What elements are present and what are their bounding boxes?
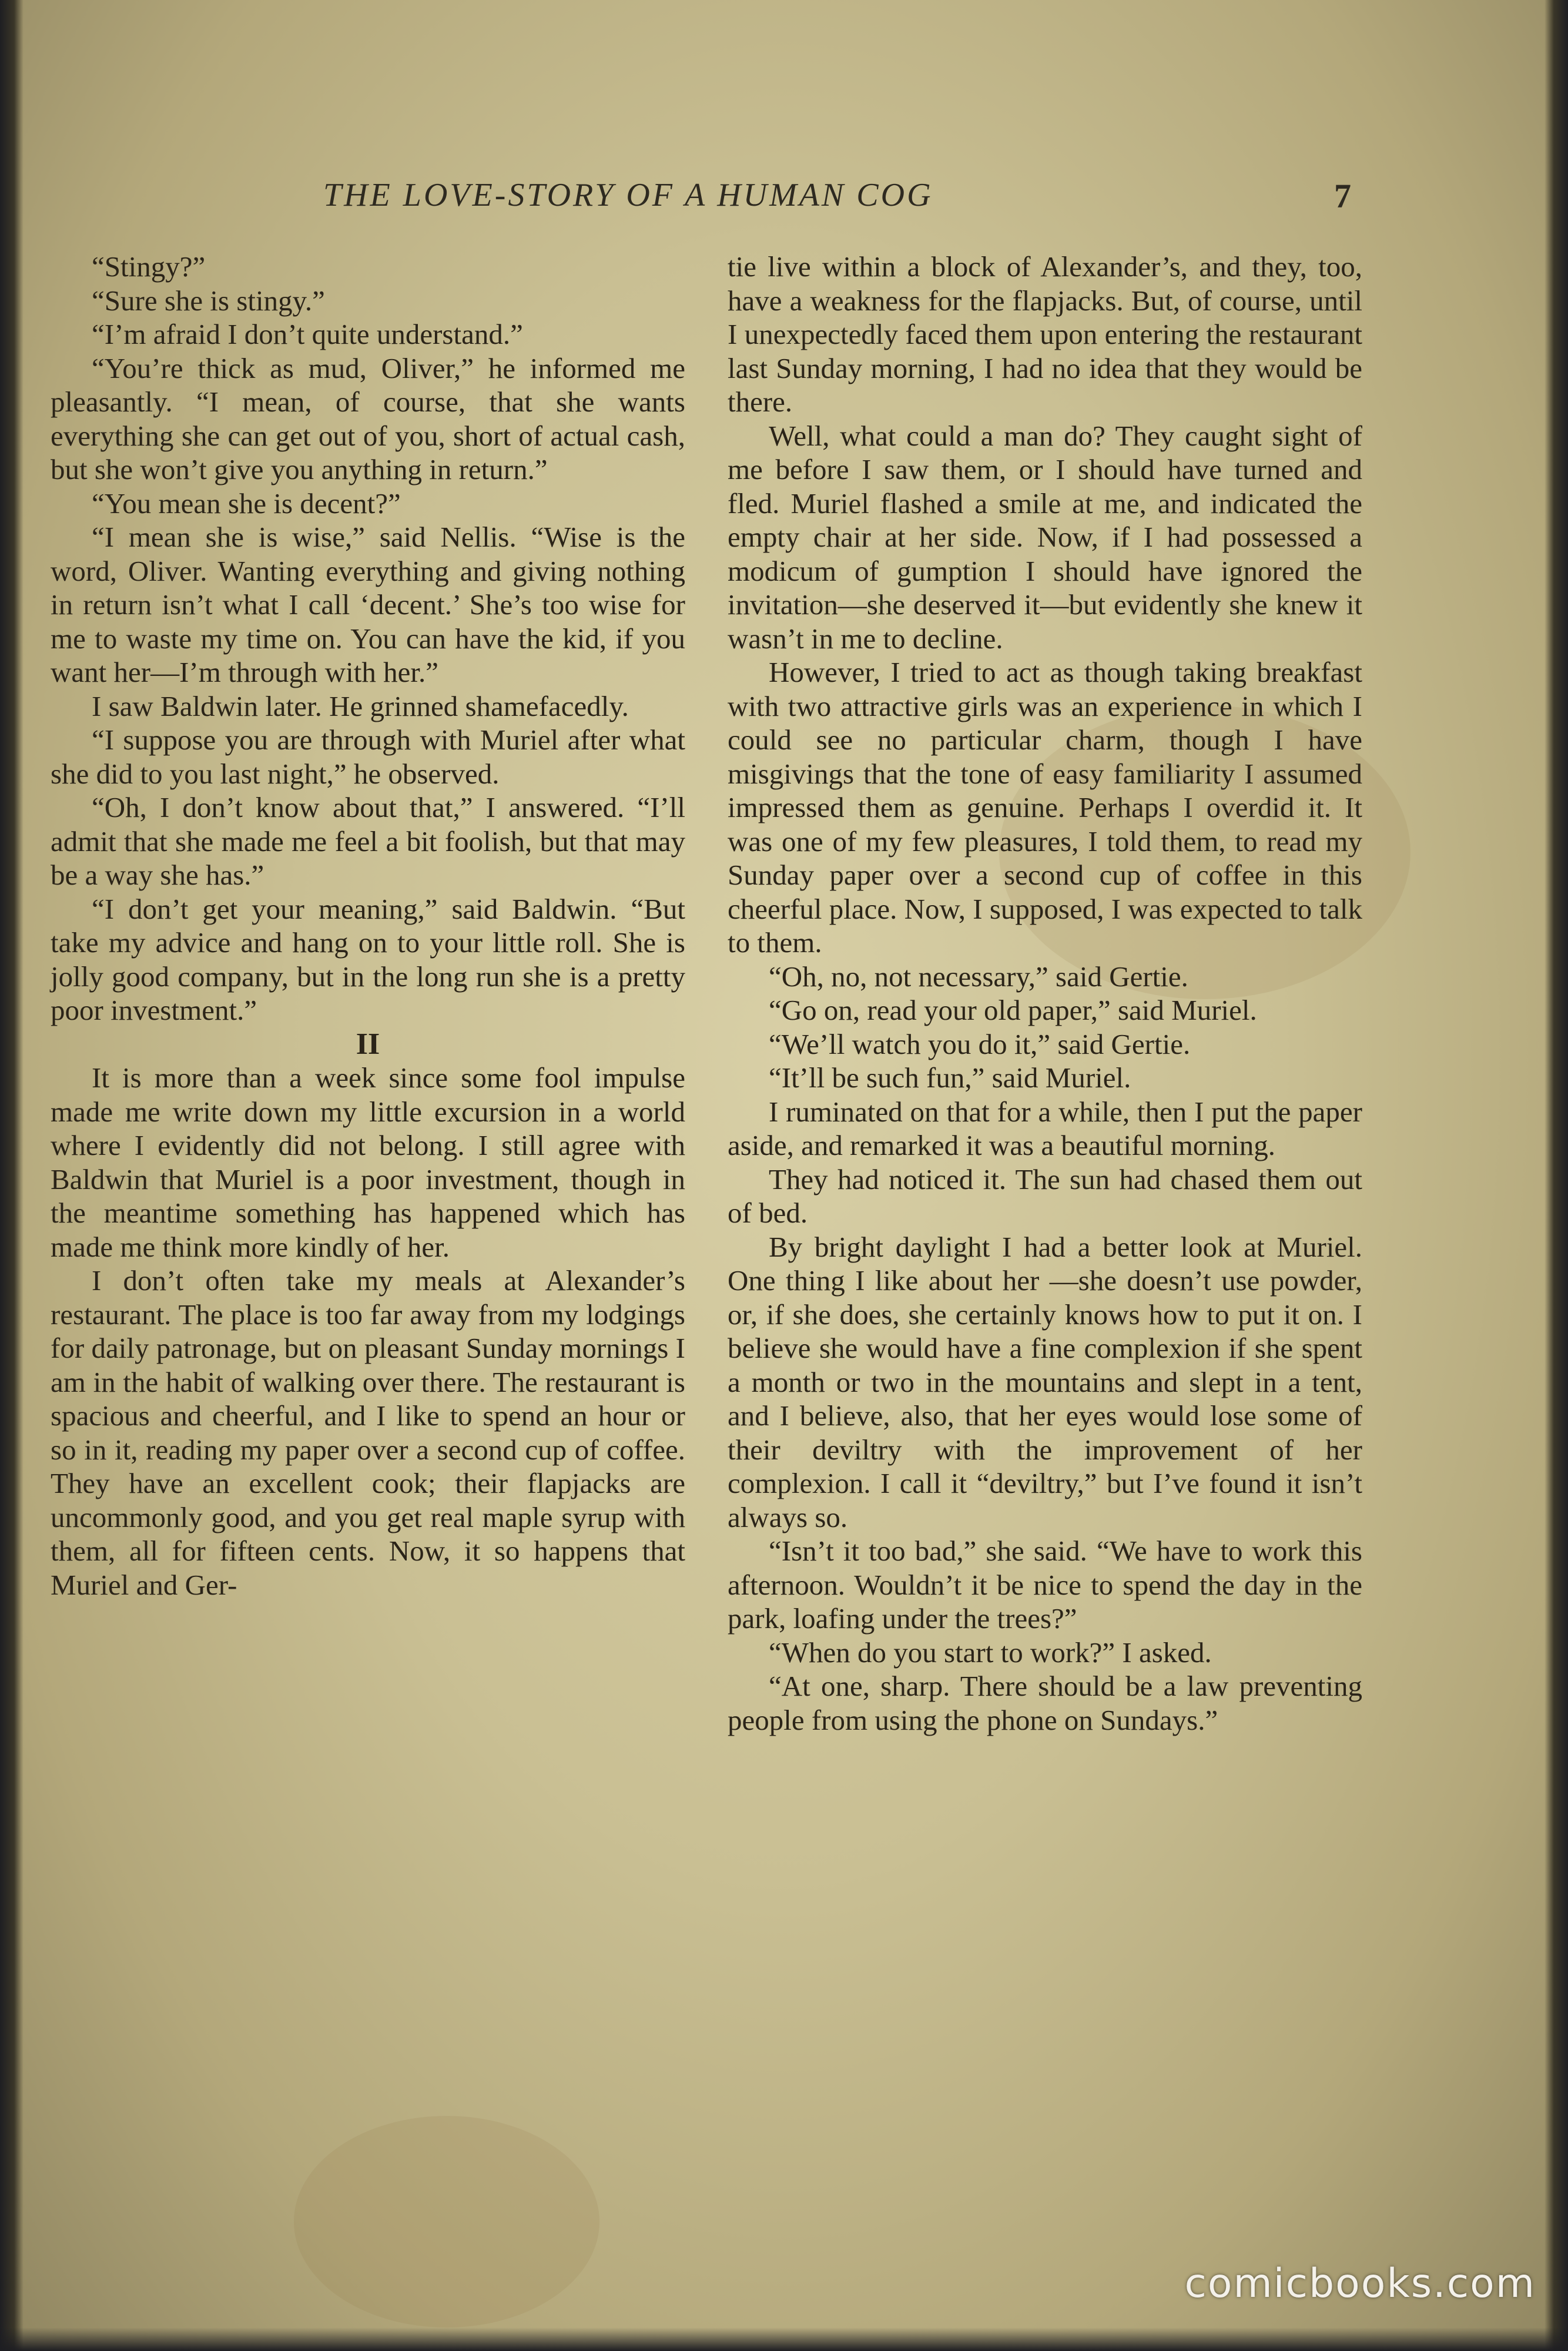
paragraph: “You mean she is decent?” xyxy=(92,487,401,520)
paragraph: “We’ll watch you do it,” said Gertie. xyxy=(769,1027,1191,1060)
paragraph: “I don’t get your meaning,” said Baldwin. “But take my advice and hang on to your little roll. She is jolly good company, but in the long run she is a pretty poor investment.” xyxy=(51,892,685,1026)
running-title: THE LOVE-STORY OF A HUMAN COG xyxy=(323,177,933,213)
paragraph: However, I tried to act as though taking breakfast with two attractive girls was an experience in which I could see no particular charm, though I have misgivings that the tone of easy familiarity I assumed impressed them as genuine. Perhaps I overdid it. It was one of my few pleasures, I told them, to read my Sunday paper over a second cup of coffee in this cheerful place. Now, I supposed, I was expected to talk to them. xyxy=(728,656,1362,959)
site-watermark: comicbooks.com xyxy=(1184,2260,1536,2307)
paragraph: They had noticed it. The sun had chased them out of bed. xyxy=(728,1163,1362,1229)
paragraph: “When do you start to work?” I asked. xyxy=(769,1636,1212,1669)
paragraph: tie live within a block of Alexander’s, and they, too, have a weakness for the flapjacks. But, of course, until I unexpectedly faced them upon entering the restaurant last Sunday morning, I had no idea that they would be there. xyxy=(728,250,1362,418)
paragraph: “I’m afraid I don’t quite understand.” xyxy=(92,318,523,350)
paragraph: By bright daylight I had a better look at Muriel. One thing I like about her —she doesn’t use powder, or, if she does, she certainly knows how to put it on. I believe she would have a fine complexion if she spent a month or two in the mountains and slept in a tent, and I believe, also, that her eyes would lose some of their deviltry with the improvement of her complexion. I call it “deviltry,” but I’ve found it isn’t always so. xyxy=(728,1230,1362,1533)
scan-edge-right xyxy=(1544,0,1568,2351)
section-heading: II xyxy=(356,1027,380,1061)
paragraph: “At one, sharp. There should be a law preventing people from using the phone on Sundays.” xyxy=(728,1670,1362,1736)
paragraph: “I suppose you are through with Muriel after what she did to you last night,” he observed. xyxy=(51,724,685,790)
left-column xyxy=(51,250,685,1602)
paragraph: “Oh, I don’t know about that,” I answered. “I’ll admit that she made me feel a bit foolish, but that may be a way she has.” xyxy=(51,791,685,891)
paragraph: “You’re thick as mud, Oliver,” he informed me pleasantly. “I mean, of course, that she wants everything she can get out of you, short of actual cash, but she won’t give you anything in return.” xyxy=(51,351,685,485)
scan-edge-bottom xyxy=(0,2327,1568,2351)
paragraph: It is more than a week since some fool impulse made me write down my little excursion in a world where I evidently did not belong. I still agree with Baldwin that Muriel is a poor investment, though in the meantime something has happened which has made me think more kindly of her. xyxy=(51,1061,685,1263)
paragraph: I don’t often take my meals at Alexander’s restaurant. The place is too far away from my lodgings for daily patronage, but on pleasant Sunday mornings I am in the habit of walking over there. The restaurant is spacious and cheerful, and I like to spend an hour or so in it, reading my paper over a second cup of coffee. They have an excellent cook; their flapjacks are uncommonly good, and you get real maple syrup with them, all for fifteen cents. Now, it so happens that Muriel and Ger- xyxy=(51,1264,685,1601)
paragraph: I saw Baldwin later. He grinned shamefacedly. xyxy=(92,689,629,722)
paragraph: “Stingy?” xyxy=(92,250,206,283)
right-column xyxy=(728,250,1362,1737)
paragraph: “It’ll be such fun,” said Muriel. xyxy=(769,1061,1131,1094)
paragraph: “Oh, no, not necessary,” said Gertie. xyxy=(769,960,1188,993)
paragraph: “Sure she is stingy.” xyxy=(92,284,325,317)
page-number: 7 xyxy=(1334,177,1351,215)
paper-stain xyxy=(294,2116,599,2327)
paragraph: “Isn’t it too bad,” she said. “We have to work this afternoon. Wouldn’t it be nice to spend the day in the park, loafing under the trees?” xyxy=(728,1535,1362,1635)
paragraph: I ruminated on that for a while, then I put the paper aside, and remarked it was a beautiful morning. xyxy=(728,1095,1362,1161)
scan-edge-left xyxy=(0,0,24,2351)
paragraph: “Go on, read your old paper,” said Muriel. xyxy=(769,994,1257,1026)
paragraph: Well, what could a man do? They caught sight of me before I saw them, or I should have turned and fled. Muriel flashed a smile at me, and indicated the empty chair at her side. Now, if I had possessed a modicum of gumption I should have ignored the invitation—she deserved it—but evidently she knew it wasn’t in me to decline. xyxy=(728,419,1362,655)
paragraph: “I mean she is wise,” said Nellis. “Wise is the word, Oliver. Wanting everything and giving nothing in return isn’t what I call ‘decent.’ She’s too wise for me to waste my time on. You can have the kid, if you want her—I’m through with her.” xyxy=(51,521,685,688)
